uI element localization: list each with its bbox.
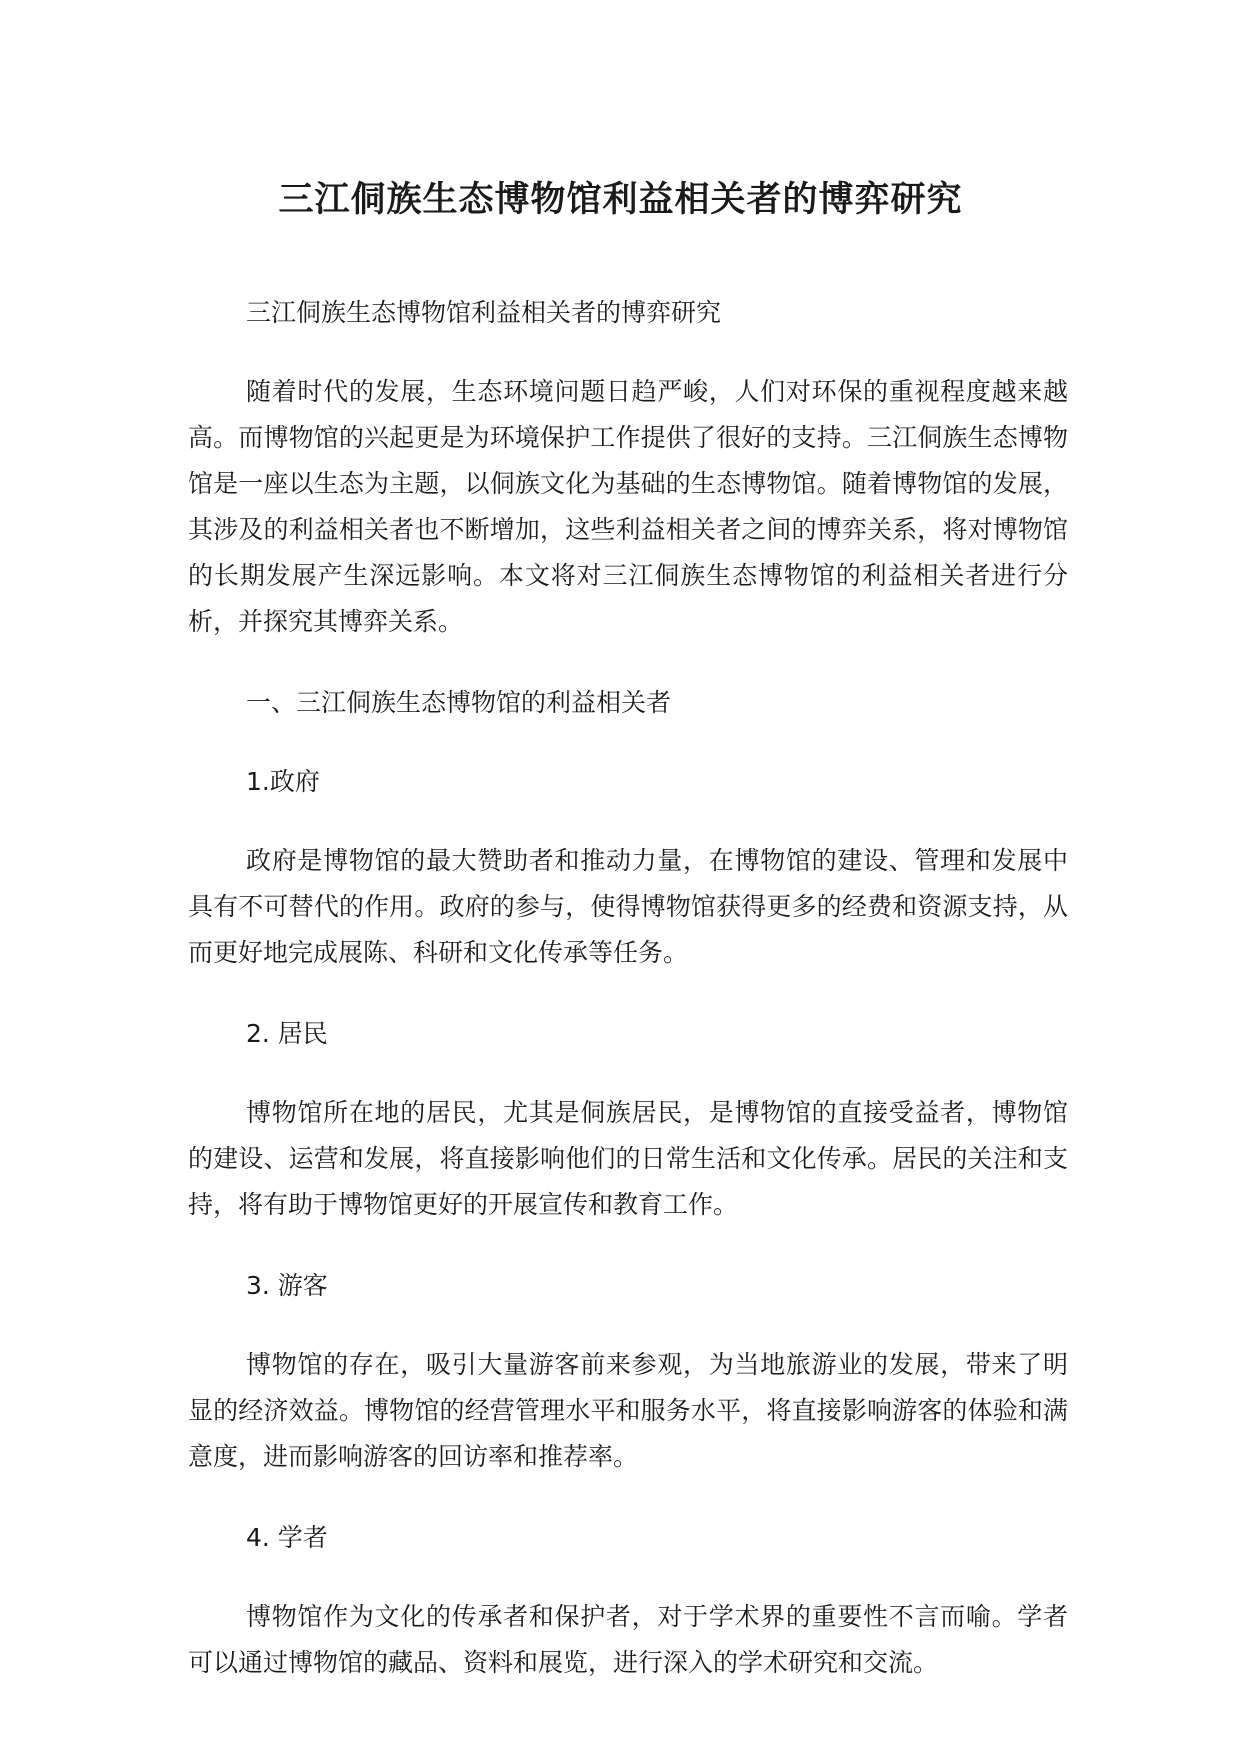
paragraph-scholars: 博物馆作为文化的传承者和保护者，对于学术界的重要性不言而喻。学者可以通过博物馆的藏品、资料和展览，进行深入的学术研究和交流。 xyxy=(188,1602,1068,1677)
subheading-tourists: 3. 游客 xyxy=(246,1271,328,1300)
document-body xyxy=(188,290,1068,1721)
document-title: 三江侗族生态博物馆利益相关者的博弈研究 xyxy=(278,180,963,220)
paragraph-tourists: 博物馆的存在，吸引大量游客前来参观，为当地旅游业的发展，带来了明显的经济效益。博物馆的经营管理水平和服务水平，将直接影响游客的体验和满意度，进而影响游客的回访率和推荐率。 xyxy=(188,1350,1068,1471)
subheading-scholars: 4. 学者 xyxy=(246,1523,328,1552)
section-heading-stakeholders: 一、三江侗族生态博物馆的利益相关者 xyxy=(246,688,672,717)
paragraph-government: 政府是博物馆的最大赞助者和推动力量，在博物馆的建设、管理和发展中具有不可替代的作用。政府的参与，使得博物馆获得更多的经费和资源支持，从而更好地完成展陈、科研和文化传承等任务。 xyxy=(188,846,1068,967)
intro-paragraph: 随着时代的发展，生态环境问题日趋严峻，人们对环保的重视程度越来越高。而博物馆的兴起更是为环境保护工作提供了很好的支持。三江侗族生态博物馆是一座以生态为主题，以侗族文化为基础的生态博物馆。随着博物馆的发展，其涉及的利益相关者也不断增加，这些利益相关者之间的博弈关系，将对博物馆的长期发展产生深远影响。本文将对三江侗族生态博物馆的利益相关者进行分析，并探究其博弈关系。 xyxy=(188,377,1068,636)
document-subtitle: 三江侗族生态博物馆利益相关者的博弈研究 xyxy=(246,298,722,327)
subheading-government: 1.政府 xyxy=(246,767,320,796)
subheading-residents: 2. 居民 xyxy=(246,1019,328,1048)
paragraph-residents: 博物馆所在地的居民，尤其是侗族居民，是博物馆的直接受益者，博物馆的建设、运营和发展，将直接影响他们的日常生活和文化传承。居民的关注和支持，将有助于博物馆更好的开展宣传和教育工作。 xyxy=(188,1098,1068,1219)
